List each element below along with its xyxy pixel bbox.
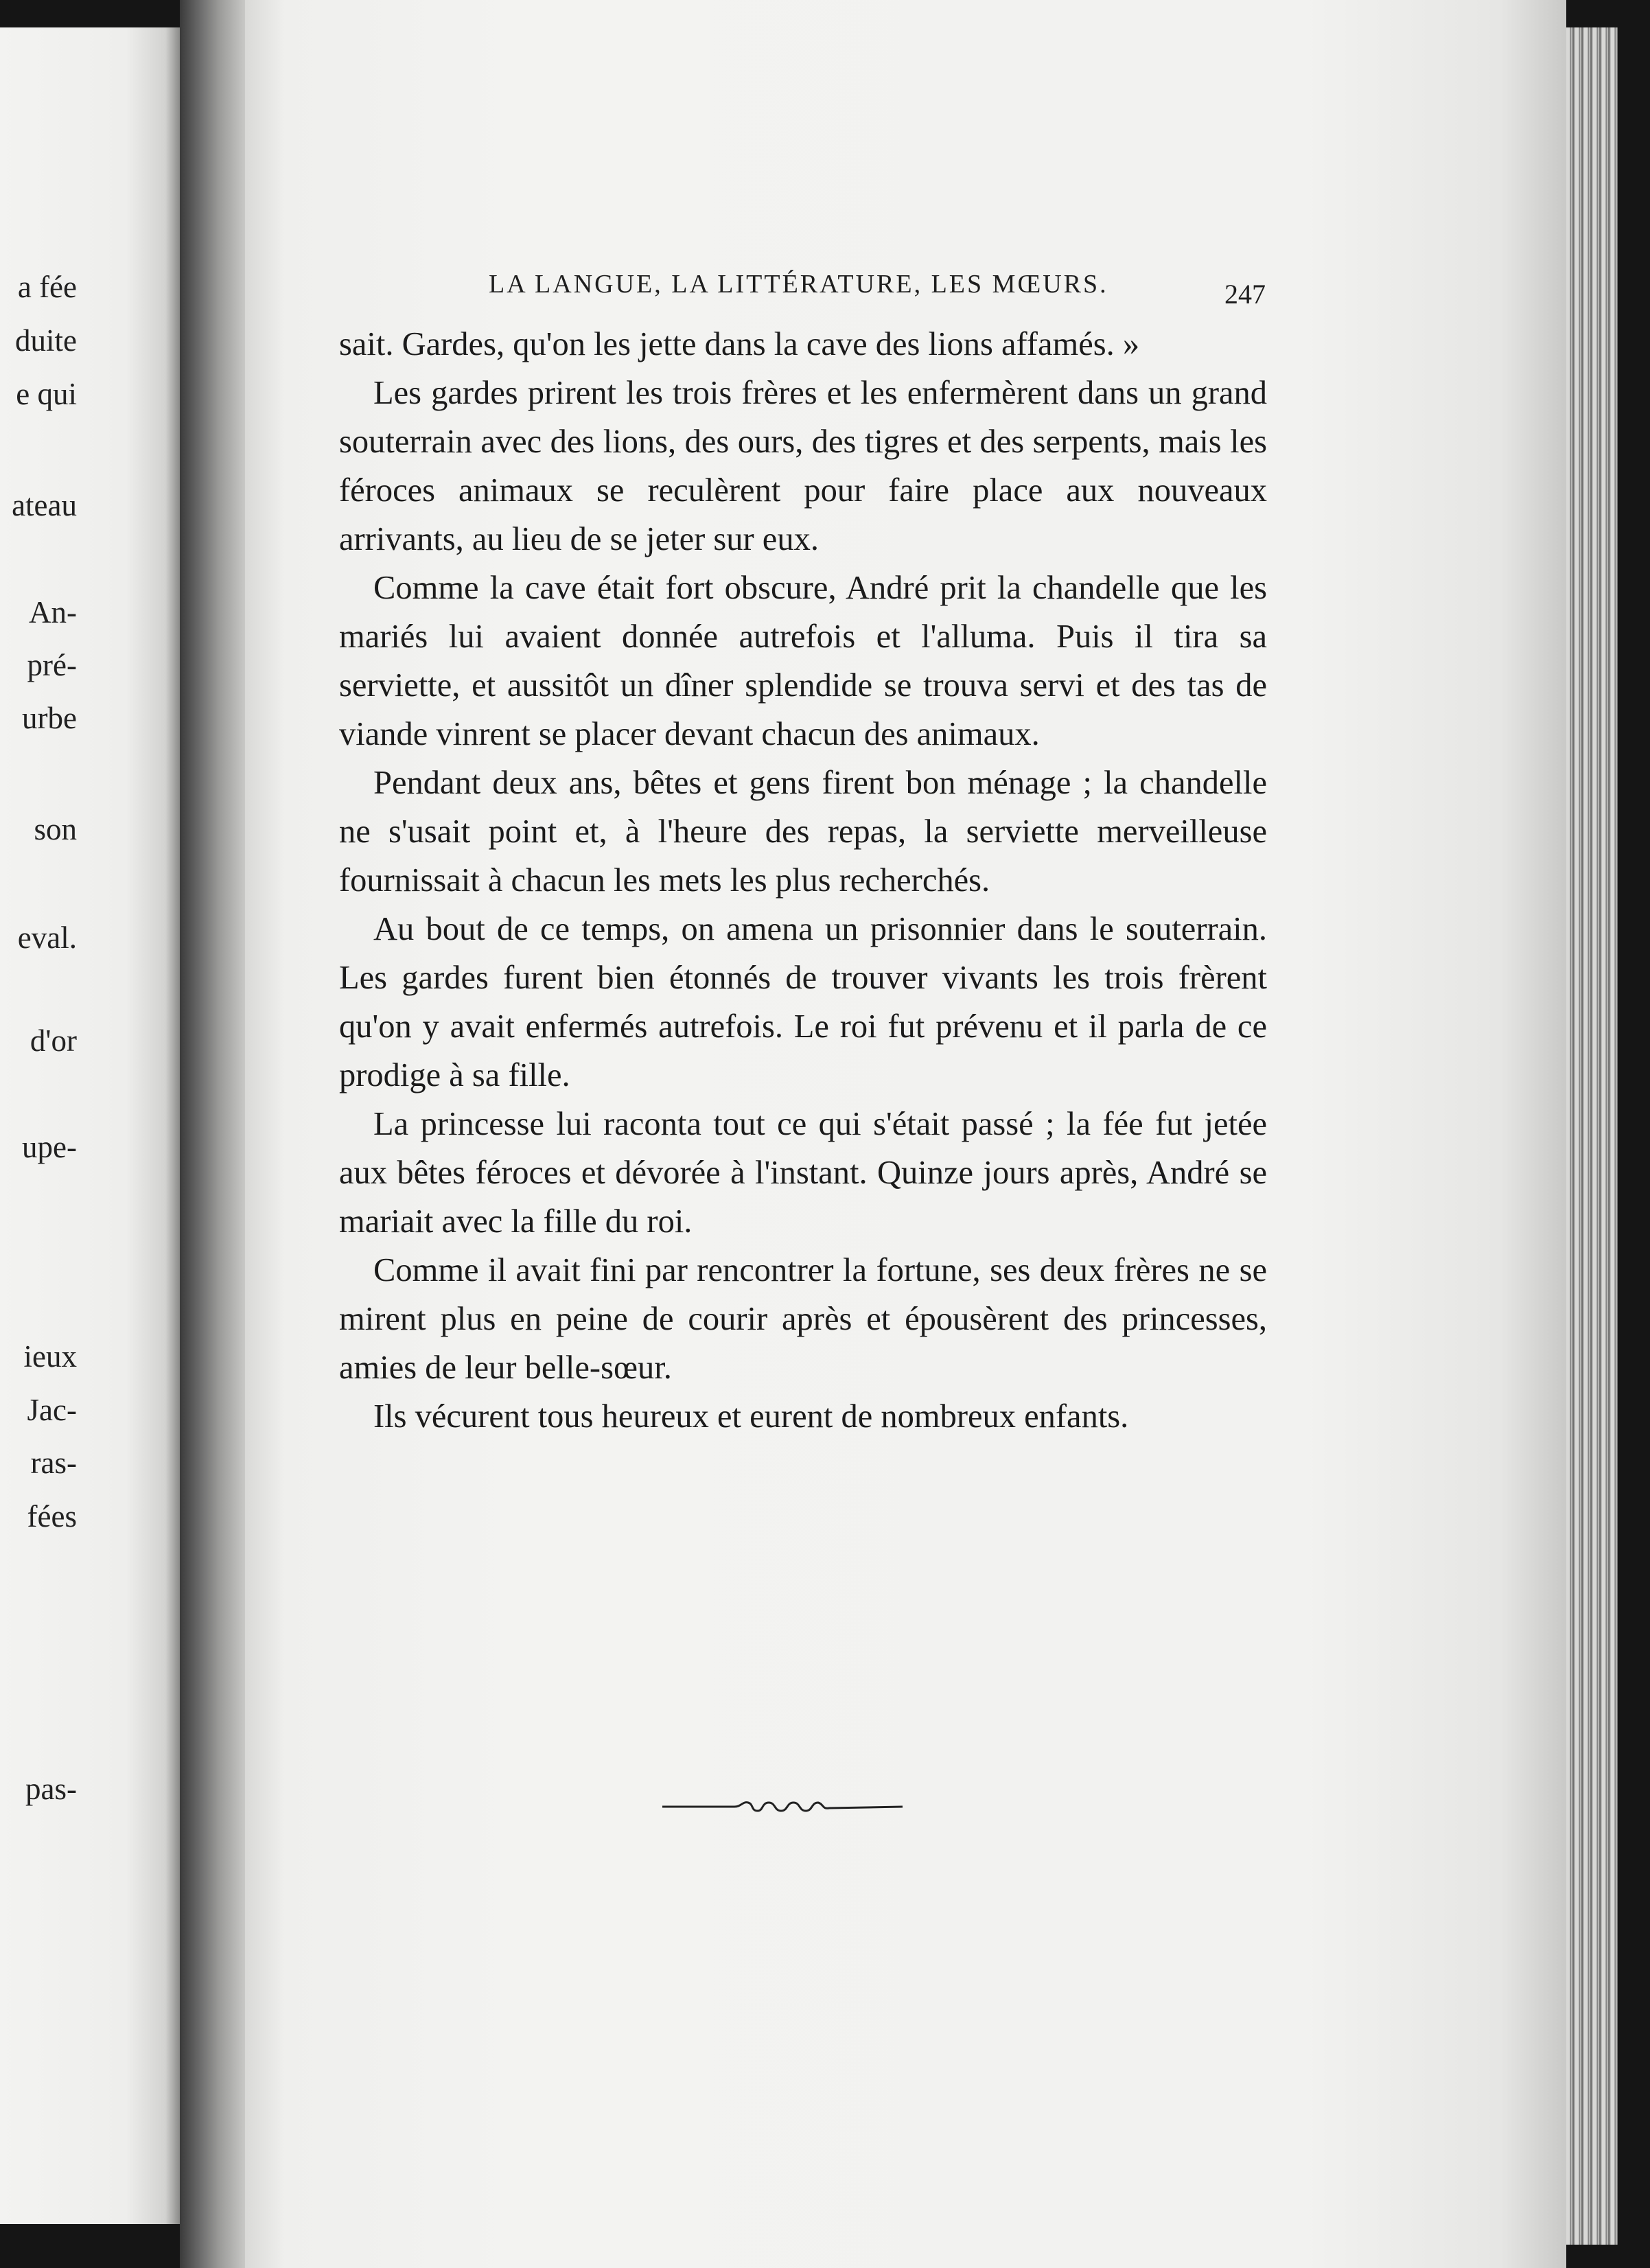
left-facing-page bbox=[0, 27, 180, 2224]
left-page-fragment: pré- bbox=[27, 648, 77, 682]
paragraph: sait. Gardes, qu'on les jette dans la cave des lions affamés. » bbox=[339, 326, 1140, 362]
left-page-fragment: Jac- bbox=[27, 1393, 77, 1427]
left-page-fragment: ieux bbox=[23, 1339, 77, 1374]
left-page-fragment: a fée bbox=[17, 270, 77, 304]
left-page-fragment: eval. bbox=[17, 921, 77, 955]
left-page-fragment: An- bbox=[29, 595, 77, 629]
left-page-fragment: e qui bbox=[16, 377, 77, 411]
left-page-fragment: pas- bbox=[25, 1772, 77, 1806]
left-page-fragment: ateau bbox=[12, 488, 77, 522]
left-page-fragment: upe- bbox=[22, 1130, 77, 1164]
running-head: LA LANGUE, LA LITTÉRATURE, LES MŒURS. bbox=[489, 270, 1108, 299]
left-page-fragment: son bbox=[34, 812, 77, 846]
page-number: 247 bbox=[1224, 279, 1266, 310]
body-text bbox=[339, 320, 1267, 1441]
paragraph: Au bout de ce temps, on amena un prisonnier dans le souterrain. Les gardes furent bien étonnés de trouver vivants les trois frèrent qu'on y avait enfermés autrefois. Le roi fut prévenu et il parla de ce prodige à sa fille. bbox=[339, 911, 1267, 1094]
paragraph: Les gardes prirent les trois frères et les enfermèrent dans un grand souterrain avec des lions, des ours, des tigres et des serpents, mais les féroces animaux se reculèrent pour faire place aux nouveaux arrivants, au lieu de se jeter sur eux. bbox=[339, 375, 1267, 557]
paragraph: Comme la cave était fort obscure, André prit la chandelle que les mariés lui avaient donnée autrefois et l'alluma. Puis il tira sa serviette, et aussitôt un dîner splendide se trouva servi et des tas de viande vinrent se placer devant chacun des animaux. bbox=[339, 570, 1267, 752]
left-page-fragment: fées bbox=[27, 1499, 77, 1534]
paragraph: Comme il avait fini par rencontrer la fortune, ses deux frères ne se mirent plus en peine de courir après et épousèrent des princesses, amies de leur belle-sœur. bbox=[339, 1252, 1267, 1386]
left-page-fragment: ras- bbox=[30, 1446, 77, 1480]
paragraph: Ils vécurent tous heureux et eurent de nombreux enfants. bbox=[373, 1398, 1129, 1435]
left-page-fragment: duite bbox=[15, 323, 77, 358]
book-gutter bbox=[180, 0, 245, 2268]
paragraph: Pendant deux ans, bêtes et gens firent bon ménage ; la chandelle ne s'usait point et, à l'heure des repas, la serviette merveilleuse fournissait à chacun les mets les plus recherchés. bbox=[339, 765, 1267, 899]
tail-ornament-icon bbox=[659, 1793, 906, 1820]
paragraph: La princesse lui raconta tout ce qui s'était passé ; la fée fut jetée aux bêtes féroces et dévorée à l'instant. Quinze jours après, André se mariait avec la fille du roi. bbox=[339, 1106, 1267, 1240]
page-edges bbox=[1566, 27, 1618, 2245]
left-page-fragment: d'or bbox=[30, 1023, 77, 1058]
left-page-fragment: urbe bbox=[22, 701, 77, 735]
